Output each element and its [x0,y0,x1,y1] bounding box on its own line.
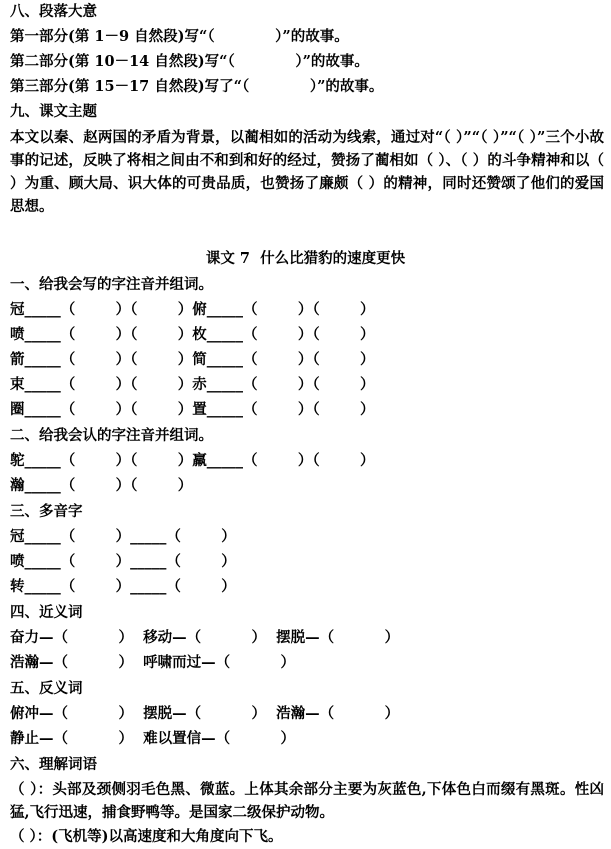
lesson-s1-heading: 一、给我会写的字注音并组词。 [10,276,213,293]
lesson-s3-row: 转_____（ ）_____（ ） [10,578,236,595]
lesson-s2-heading: 二、给我会认的字注音并组词。 [10,427,213,444]
section-8-heading: 八、段落大意 [10,3,97,20]
lesson-s4-heading: 四、近义词 [10,604,83,621]
lesson-s1-row: 圈_____（ ）（ ）置_____（ ）（ ） [10,401,375,418]
lesson-title: 课文 7 什么比猎豹的速度更快 [205,250,406,267]
section-8-line-3: 第三部分(第 15－17 自然段)写了“（ ）”的故事。 [10,78,384,95]
lesson-s1-row: 束_____（ ）（ ）赤_____（ ）（ ） [10,376,375,393]
section-8-line-2: 第二部分(第 10－14 自然段)写“（ ）”的故事。 [10,53,369,70]
lesson-s4-row: 浩瀚—（ ） 呼啸而过—（ ） [10,654,296,671]
section-8-line-1: 第一部分(第 1－9 自然段)写“（ ）”的故事。 [10,28,349,45]
lesson-s4-row: 奋力—（ ） 移动—（ ） 摆脱—（ ） [10,629,400,646]
lesson-s1-row: 箭_____（ ）（ ）简_____（ ）（ ） [10,351,375,368]
lesson-s3-row: 冠_____（ ）_____（ ） [10,528,236,545]
lesson-s6-definition-1: （ ）：头部及颈侧羽毛色黑、微蓝。上体其余部分主要为灰蓝色,下体色白而缀有黑斑。性凶猛,飞行迅速，捕食野鸭等。是国家二级保护动物。 [10,781,604,821]
lesson-s3-heading: 三、多音字 [10,503,83,520]
lesson-s3-row: 喷_____（ ）_____（ ） [10,553,236,570]
lesson-s2-row: 瀚_____（ ）（ ） [10,477,193,494]
lesson-s5-row: 俯冲—（ ） 摆脱—（ ） 浩瀚—（ ） [10,705,400,722]
lesson-s6-definition-2: （ ）：(飞机等)以高速度和大角度向下飞。 [10,828,283,845]
lesson-s6-heading: 六、理解词语 [10,756,97,773]
section-9-heading: 九、课文主题 [10,103,97,120]
lesson-s5-row: 静止—（ ） 难以置信—（ ） [10,730,296,747]
lesson-s2-row: 鸵_____（ ）（ ）羸_____（ ）（ ） [10,452,375,469]
lesson-s1-row: 冠_____（ ）（ ）俯_____（ ）（ ） [10,301,375,318]
lesson-s1-row: 喷_____（ ）（ ）枚_____（ ）（ ） [10,326,375,343]
section-9-paragraph: 本文以秦、赵两国的矛盾为背景，以蔺相如的活动为线索，通过对“（ ）”“（ ）”“（ ）”三个小故事的记述，反映了将相之间由不和到和好的经过，赞扬了蔺相如（ ）、（ ）的斗争精神和以（ ）为重、顾大局、识大体的可贵品质，也赞扬了廉颇（ ）的精神，同时还赞颂了他们的爱国思想。 [10,129,604,215]
lesson-s5-heading: 五、反义词 [10,680,83,697]
